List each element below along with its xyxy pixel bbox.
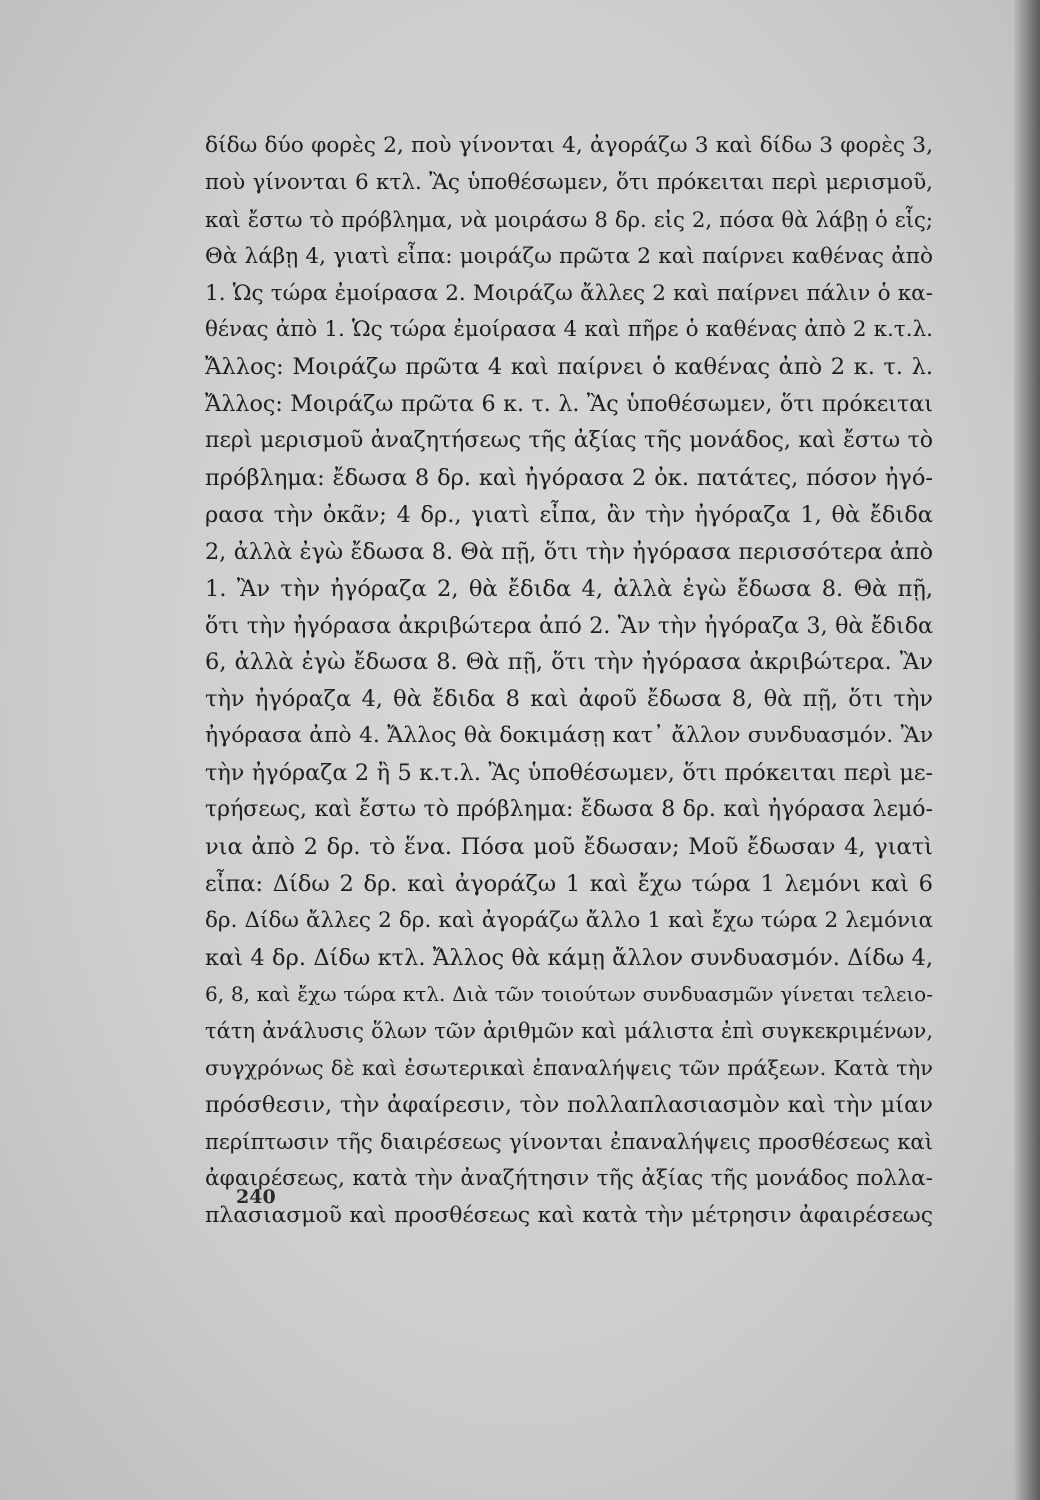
text-line: συγχρόνως δὲ καὶ ἐσωτερικαὶ ἐπαναλήψεις τῶν πράξεων. Κατὰ τὴν xyxy=(205,1056,933,1081)
text-line: τὴν ἠγόραζα 4, θὰ ἔδιδα 8 καὶ ἀφοῦ ἔδωσα 8, θὰ πῇ, ὅτι τὴν xyxy=(205,686,933,713)
text-line: 6, 8, καὶ ἔχω τώρα κτλ. Διὰ τῶν τοιούτων συνδυασμῶν γίνεται τελειο- xyxy=(205,982,933,1007)
text-line: θένας ἀπὸ 1. Ὡς τώρα ἐμοίρασα 4 καὶ πῆρε ὁ καθένας ἀπὸ 2 κ.τ.λ. xyxy=(205,317,933,343)
text-line: 1. Ὡς τώρα ἐμοίρασα 2. Μοιράζω ἄλλες 2 καὶ παίρνει πάλιν ὁ κα- xyxy=(205,280,933,306)
text-line: τὴν ἠγόραζα 2 ἢ 5 κ.τ.λ. Ἂς ὑποθέσωμεν, ὅτι πρόκειται περὶ με- xyxy=(205,760,933,787)
text-line: 6, ἀλλὰ ἐγὼ ἔδωσα 8. Θὰ πῇ, ὅτι τὴν ἠγόρασα ἀκριβώτερα. Ἂν xyxy=(205,649,933,676)
text-line: καὶ ἔστω τὸ πρόβλημα, νὰ μοιράσω 8 δρ. εἰς 2, πόσα θὰ λάβῃ ὁ εἷς; xyxy=(205,206,933,232)
text-line: ρασα τὴν ὀκᾶν; 4 δρ., γιατὶ εἶπα, ἂν τὴν ἠγόραζα 1, θὰ ἔδιδα xyxy=(205,501,933,528)
text-line: περίπτωσιν τῆς διαιρέσεως γίνονται ἐπαναλήψεις προσθέσεως καὶ xyxy=(205,1129,933,1155)
text-line: Ἄλλος: Μοιράζω πρῶτα 6 κ. τ. λ. Ἂς ὑποθέσωμεν, ὅτι πρόκειται xyxy=(205,391,933,418)
text-line: ἠγόρασα ἀπὸ 4. Ἄλλος θὰ δοκιμάσῃ κατ᾽ ἄλλον συνδυασμόν. Ἂν xyxy=(205,723,933,749)
text-line: νια ἀπὸ 2 δρ. τὸ ἕνα. Πόσα μοῦ ἔδωσαν; Μοῦ ἔδωσαν 4, γιατὶ xyxy=(205,833,933,860)
text-line: ποὺ γίνονται 6 κτλ. Ἂς ὑποθέσωμεν, ὅτι πρόκειται περὶ μερισμοῦ, xyxy=(205,169,933,195)
text-line: 1. Ἂν τὴν ἠγόραζα 2, θὰ ἔδιδα 4, ἀλλὰ ἐγὼ ἔδωσα 8. Θὰ πῇ, xyxy=(205,575,933,602)
text-line: Ἄλλος: Μοιράζω πρῶτα 4 καὶ παίρνει ὁ καθένας ἀπὸ 2 κ. τ. λ. xyxy=(205,354,933,381)
text-line: περὶ μερισμοῦ ἀναζητήσεως τῆς ἀξίας τῆς μονάδος, καὶ ἔστω τὸ xyxy=(205,428,933,454)
text-line: καὶ 4 δρ. Δίδω κτλ. Ἄλλος θὰ κάμῃ ἄλλον συνδυασμόν. Δίδω 4, xyxy=(205,944,933,971)
text-line: 2, ἀλλὰ ἐγὼ ἔδωσα 8. Θὰ πῇ, ὅτι τὴν ἠγόρασα περισσότερα ἀπὸ xyxy=(205,538,933,565)
text-line: τάτη ἀνάλυσις ὅλων τῶν ἀριθμῶν καὶ μάλιστα ἐπὶ συγκεκριμένων, xyxy=(205,1018,933,1044)
text-line: ὅτι τὴν ἠγόρασα ἀκριβώτερα ἀπό 2. Ἂν τὴν ἠγόραζα 3, θὰ ἔδιδα xyxy=(205,612,933,639)
text-line: δρ. Δίδω ἄλλες 2 δρ. καὶ ἀγοράζω ἄλλο 1 καὶ ἔχω τώρα 2 λεμόνια xyxy=(205,907,933,933)
page-number: 240 xyxy=(236,1186,276,1208)
body-text xyxy=(205,128,933,1235)
text-line: Θὰ λάβῃ 4, γιατὶ εἶπα: μοιράζω πρῶτα 2 καὶ παίρνει καθένας ἀπὸ xyxy=(205,243,933,269)
text-line: εἶπα: Δίδω 2 δρ. καὶ ἀγοράζω 1 καὶ ἔχω τώρα 1 λεμόνι καὶ 6 xyxy=(205,870,933,897)
text-line: ἀφαιρέσεως, κατὰ τὴν ἀναζήτησιν τῆς ἀξίας τῆς μονάδος πολλα- xyxy=(205,1165,933,1191)
text-line: πλασιασμοῦ καὶ προσθέσεως καὶ κατὰ τὴν μέτρησιν ἀφαιρέσεως xyxy=(205,1202,933,1228)
text-line: πρόσθεσιν, τὴν ἀφαίρεσιν, τὸν πολλαπλασιασμὸν καὶ τὴν μίαν xyxy=(205,1092,933,1119)
text-line: δίδω δύο φορὲς 2, ποὺ γίνονται 4, ἀγοράζω 3 καὶ δίδω 3 φορὲς 3, xyxy=(205,133,933,158)
text-line: τρήσεως, καὶ ἔστω τὸ πρόβλημα: ἔδωσα 8 δρ. καὶ ἠγόρασα λεμό- xyxy=(205,797,933,823)
text-line: πρόβλημα: ἔδωσα 8 δρ. καὶ ἠγόρασα 2 ὀκ. πατάτες, πόσον ἠγό- xyxy=(205,465,933,492)
page-edge-shadow xyxy=(1014,0,1040,1500)
